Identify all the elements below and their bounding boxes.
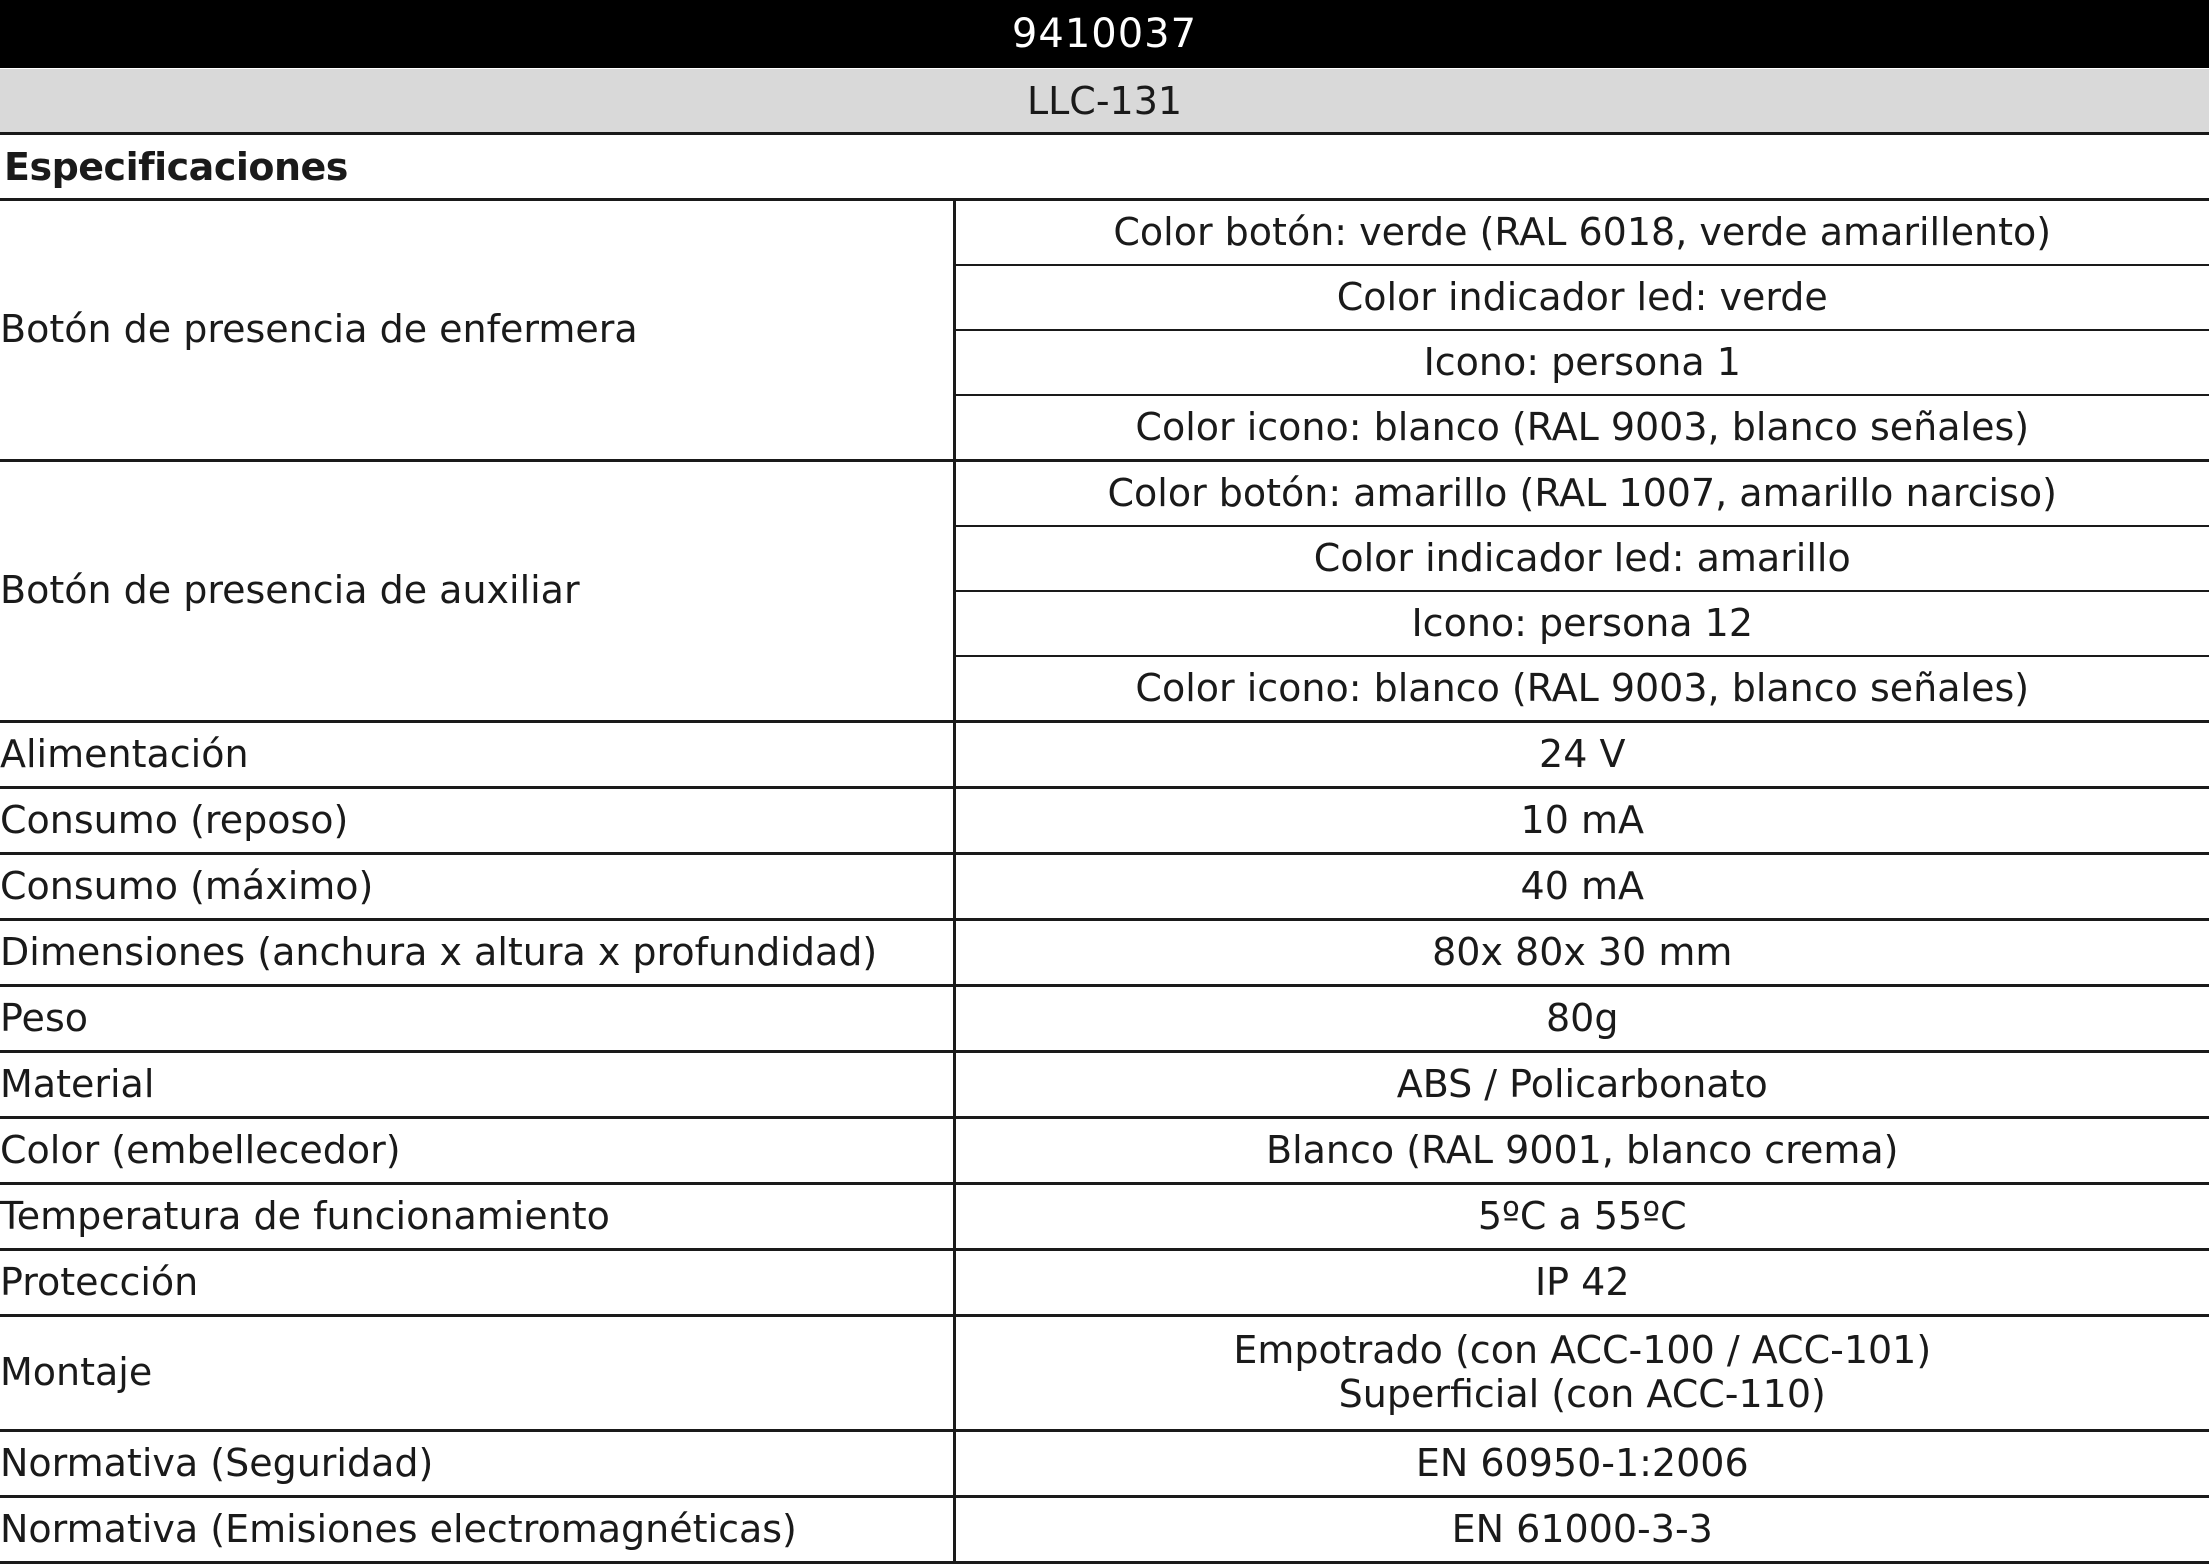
spec-value: Blanco (RAL 9001, blanco crema): [954, 1118, 2209, 1184]
model-bar: [0, 69, 2209, 135]
spec-value: IP 42: [954, 1250, 2209, 1316]
table-row: [0, 1250, 2209, 1316]
table-row: [0, 986, 2209, 1052]
spec-label: Normativa (Emisiones electromagnéticas): [0, 1497, 954, 1563]
spec-value: EN 60950-1:2006: [954, 1431, 2209, 1497]
spec-label-mounting: Montaje: [0, 1316, 954, 1431]
table-row: [0, 1431, 2209, 1497]
spec-value: 5ºC a 55ºC: [954, 1184, 2209, 1250]
spec-label: Consumo (máximo): [0, 854, 954, 920]
table-row: [0, 1184, 2209, 1250]
spec-label: Temperatura de funcionamiento: [0, 1184, 954, 1250]
spec-label: Normativa (Seguridad): [0, 1431, 954, 1497]
spec-label: Material: [0, 1052, 954, 1118]
model-name: LLC-131: [1027, 79, 1182, 123]
table-row: [0, 1118, 2209, 1184]
spec-label: Consumo (reposo): [0, 788, 954, 854]
spec-label-auxiliary-button: Botón de presencia de auxiliar: [0, 461, 954, 722]
table-row: [0, 461, 2209, 527]
spec-value-mounting: [954, 1316, 2209, 1431]
spec-value: 40 mA: [954, 854, 2209, 920]
spec-table: [0, 198, 2209, 1564]
spec-value: Color botón: verde (RAL 6018, verde amarillento): [954, 200, 2209, 266]
product-code-bar: [0, 0, 2209, 68]
spec-value: Icono: persona 12: [954, 591, 2209, 656]
spec-label: Color (embellecedor): [0, 1118, 954, 1184]
table-row: [0, 1497, 2209, 1563]
mounting-option: Empotrado (con ACC-100 / ACC-101): [956, 1329, 2209, 1373]
spec-value: Color botón: amarillo (RAL 1007, amarillo narciso): [954, 461, 2209, 527]
spec-value: Color indicador led: amarillo: [954, 526, 2209, 591]
spec-label: Alimentación: [0, 722, 954, 788]
product-code: 9410037: [1012, 11, 1197, 57]
spec-value: Color indicador led: verde: [954, 265, 2209, 330]
spec-label: Dimensiones (anchura x altura x profundidad): [0, 920, 954, 986]
spec-value: 10 mA: [954, 788, 2209, 854]
table-row: [0, 920, 2209, 986]
spec-label: Protección: [0, 1250, 954, 1316]
spec-value: EN 61000-3-3: [954, 1497, 2209, 1563]
table-row: [0, 788, 2209, 854]
table-row: [0, 200, 2209, 266]
mounting-option: Superficial (con ACC-110): [956, 1373, 2209, 1417]
table-row: [0, 854, 2209, 920]
spec-value: 80x 80x 30 mm: [954, 920, 2209, 986]
spec-label: Peso: [0, 986, 954, 1052]
table-row: [0, 1316, 2209, 1431]
section-title: Especificaciones: [4, 136, 348, 198]
table-row: [0, 722, 2209, 788]
spec-value: Icono: persona 1: [954, 330, 2209, 395]
spec-value: ABS / Policarbonato: [954, 1052, 2209, 1118]
table-row: [0, 1052, 2209, 1118]
spec-value: Color icono: blanco (RAL 9003, blanco señales): [954, 395, 2209, 461]
spec-value: 24 V: [954, 722, 2209, 788]
spec-value: 80g: [954, 986, 2209, 1052]
spec-value: Color icono: blanco (RAL 9003, blanco señales): [954, 656, 2209, 722]
spec-label-nurse-button: Botón de presencia de enfermera: [0, 200, 954, 461]
